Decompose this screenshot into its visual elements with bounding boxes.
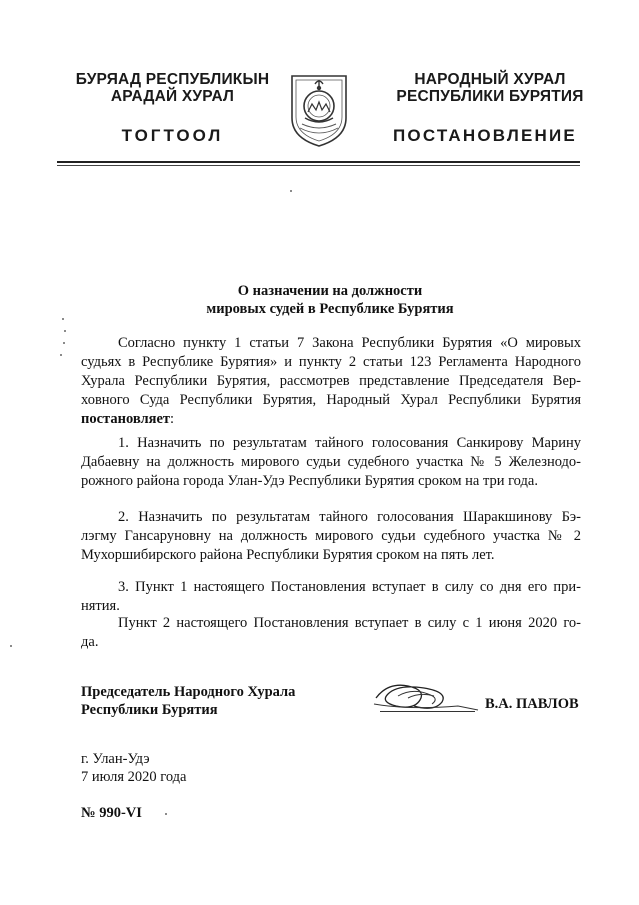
place-and-date: [81, 750, 187, 786]
scan-speck: [290, 190, 292, 192]
item-line: рожного района города Улан-Удэ Республики Бурятия сроком на три года.: [81, 473, 538, 489]
preamble-line: ховного Суда Республики Бурятия, Народный Хурал Республики Бурятия: [81, 392, 581, 408]
title-line1: О назначении на должности: [237, 283, 423, 299]
signature-line: [380, 711, 475, 712]
header-left-line2: АРАДАЙ ХУРАЛ: [110, 88, 235, 105]
title-line2: мировых судей в Республике Бурятия: [206, 301, 454, 317]
signatory-role-line1: Председатель Народного Хурала: [81, 684, 296, 700]
header-rule-thick: [57, 161, 580, 163]
header-left-doc-type: ТОГТООЛ: [121, 126, 224, 145]
scan-speck: [62, 318, 64, 320]
preamble-line: Хурала Республики Бурятия, рассмотрев представление Председателя Вер-: [81, 373, 581, 389]
item-3-paragraph: [81, 578, 581, 616]
header-right-doc-type: ПОСТАНОВЛЕНИЕ: [393, 126, 577, 145]
header-left-line1: БУРЯАД РЕСПУБЛИКЫН: [75, 71, 270, 88]
item-line: 2. Назначить по результатам тайного голосования Шаракшинову Бэ-: [118, 509, 581, 525]
coat-of-arms-emblem: [288, 68, 350, 148]
item-line: 1. Назначить по результатам тайного голосования Санкирову Марину: [118, 435, 581, 451]
preamble-paragraph: [81, 334, 581, 429]
header-right-line2: РЕСПУБЛИКИ БУРЯТИЯ: [396, 88, 584, 105]
preamble-line: Согласно пункту 1 статьи 7 Закона Республики Бурятия «О мировых: [118, 335, 581, 351]
item-3b-paragraph: [81, 614, 581, 652]
document-title: [80, 282, 580, 318]
document-number: № 990-VI: [81, 805, 142, 821]
scan-speck: [60, 354, 62, 356]
signatory-role-line2: Республики Бурятия: [81, 702, 218, 718]
scan-speck: [63, 342, 65, 344]
decree-word: постановляет: [81, 411, 171, 427]
item-line: 3. Пункт 1 настоящего Постановления вступает в силу со дня его при-: [118, 579, 581, 595]
item-line: Дабаевну на должность мирового судьи судебного участка № 5 Железнодо-: [81, 454, 581, 470]
place: г. Улан-Удэ: [81, 751, 150, 767]
item-2-paragraph: [81, 508, 581, 565]
item-line: да.: [81, 634, 99, 650]
item-1-paragraph: [81, 434, 581, 491]
item-line: лэгму Гансаруновну на должность мирового судьи судебного участка № 2: [81, 528, 581, 544]
item-line: Мухоршибирского района Республики Бурятия сроком на пять лет.: [81, 547, 495, 563]
preamble-decree-line: [81, 410, 581, 429]
item-line: Пункт 2 настоящего Постановления вступает в силу с 1 июня 2020 го-: [118, 615, 581, 631]
scan-speck: [64, 330, 66, 332]
header-right-line1: НАРОДНЫЙ ХУРАЛ: [414, 71, 566, 88]
header-rule-thin: [57, 165, 580, 166]
item-line: нятия.: [81, 598, 120, 614]
preamble-line: судьях в Республике Бурятия» и пункту 2 статьи 123 Регламента Народного: [81, 354, 581, 370]
signatory-name: В.А. ПАВЛОВ: [485, 696, 579, 712]
handwritten-signature: [368, 676, 483, 716]
date: 7 июля 2020 года: [81, 769, 187, 785]
scan-speck: [10, 645, 12, 647]
signatory-role: [81, 683, 295, 719]
decree-colon: :: [170, 411, 175, 427]
scan-speck: [165, 813, 167, 815]
